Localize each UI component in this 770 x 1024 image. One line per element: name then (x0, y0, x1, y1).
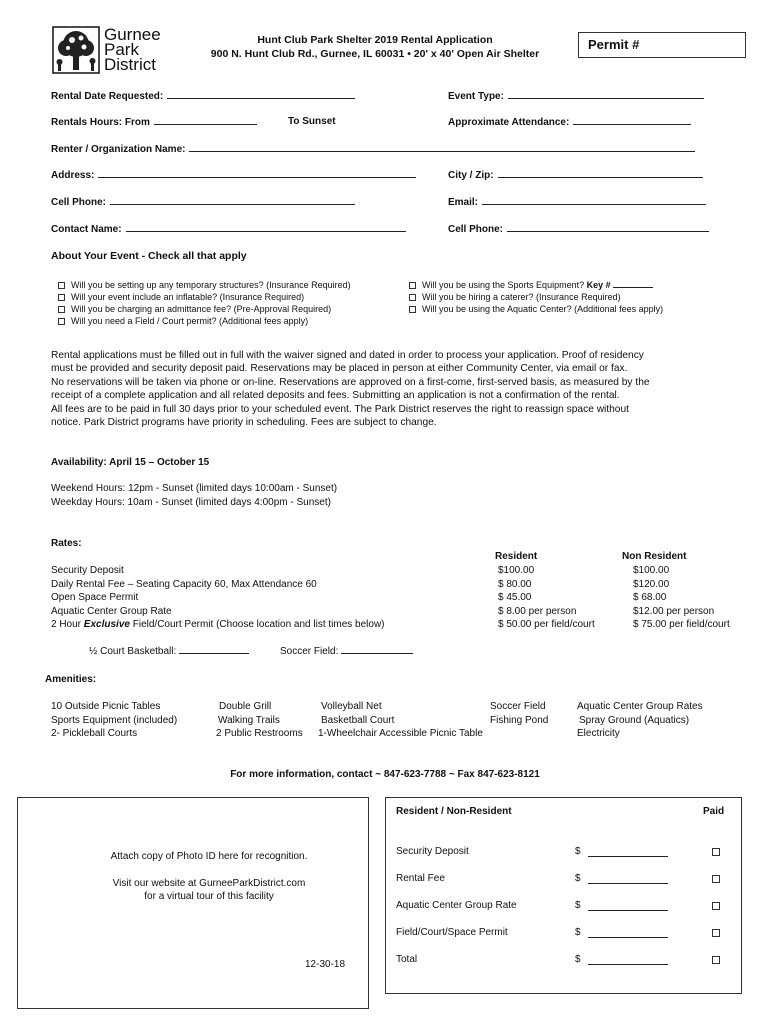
nonresident-rates: $100.00 $120.00 $ 68.00 $12.00 per person $ 75.00 per field/court (633, 565, 730, 630)
amenities-col-4: Soccer Field Fishing Pond (490, 701, 549, 726)
attendance-field[interactable]: Approximate Attendance: (448, 116, 691, 128)
tree-logo-icon (52, 26, 100, 74)
rental-hours-field[interactable]: Rentals Hours: From (51, 116, 257, 128)
amenities-col-5: Aquatic Center Group Rates Spray Ground (Aquatics) Electricity (577, 701, 703, 739)
security-deposit-amount[interactable] (588, 848, 668, 857)
about-heading: About Your Event - Check all that apply (51, 250, 247, 262)
checkbox-caterer[interactable]: Will you be hiring a caterer? (Insurance Required) (409, 292, 621, 302)
weekday-hours: Weekday Hours: 10am - Sunset (limited days 4:00pm - Sunset) (51, 497, 331, 508)
checkbox-admittance-fee[interactable]: Will you be charging an admittance fee? (Pre-Approval Required) (58, 304, 331, 314)
checkbox-icon (409, 306, 416, 313)
fee-row-permit: Field/Court/Space Permit (396, 927, 508, 938)
rental-fee-paid-checkbox[interactable] (712, 875, 720, 883)
cell-phone-2-field[interactable]: Cell Phone: (448, 223, 709, 235)
currency-symbol: $ (575, 873, 581, 884)
amenities-heading: Amenities: (45, 674, 97, 685)
security-deposit-paid-checkbox[interactable] (712, 848, 720, 856)
cell-phone-field[interactable]: Cell Phone: (51, 196, 355, 208)
checkbox-aquatic-center[interactable]: Will you be using the Aquatic Center? (Additional fees apply) (409, 304, 663, 314)
rates-heading: Rates: (51, 538, 82, 549)
paid-header: Paid (703, 806, 725, 817)
policy-paragraph: Rental applications must be filled out in full with the waiver signed and dated in order to process your application. Proof of residency must be provided and security deposit paid. Reservations may be placed in person at either Community Center, via email or fax. No reservations will be taken via phone or on-line. Reservations are approved on a first-come, first-served basis, as measured by the receipt of a complete application and all related deposits and fees. Submitting an application is not a confirmation of the rental. All fees are to be paid in full 30 days prior to your scheduled event. The Park District reserves the right to reassign space without notice. Park District programs have priority in scheduling. Fees are subject to change. (51, 350, 650, 429)
weekend-hours: Weekend Hours: 12pm - Sunset (limited days 10:00am - Sunset) (51, 483, 338, 494)
rate-labels: Security Deposit Daily Rental Fee – Seating Capacity 60, Max Attendance 60 Open Space Permit Aquatic Center Group Rate 2 Hour Exclusive Field/Court Permit (Choose location and list times below) (51, 565, 385, 630)
fee-box-heading: Resident / Non-Resident (396, 806, 512, 817)
rental-date-field[interactable]: Rental Date Requested: (51, 90, 355, 102)
park-district-logo (52, 26, 164, 76)
currency-symbol: $ (575, 954, 581, 965)
event-type-field[interactable]: Event Type: (448, 90, 704, 102)
resident-rates: $100.00 $ 80.00 $ 45.00 $ 8.00 per person $ 50.00 per field/court (498, 565, 595, 630)
city-zip-field[interactable]: City / Zip: (448, 169, 703, 181)
currency-symbol: $ (575, 846, 581, 857)
permit-label: Permit # (588, 37, 640, 52)
half-court-field[interactable]: ½ Court Basketball: (89, 645, 249, 657)
rental-fee-amount[interactable] (588, 875, 668, 884)
total-amount[interactable] (588, 956, 668, 965)
fee-payment-box (385, 797, 742, 994)
form-title: Hunt Club Park Shelter 2019 Rental Application (257, 34, 493, 46)
checkbox-temp-structures[interactable]: Will you be setting up any temporary structures? (Insurance Required) (58, 280, 351, 290)
fee-row-security-deposit: Security Deposit (396, 846, 469, 857)
checkbox-icon (58, 306, 65, 313)
permit-paid-checkbox[interactable] (712, 929, 720, 937)
revision-date: 12-30-18 (305, 959, 346, 970)
checkbox-icon (409, 282, 416, 289)
address-field[interactable]: Address: (51, 169, 416, 181)
virtual-tour-text: for a virtual tour of this facility (144, 891, 274, 902)
renter-name-field[interactable]: Renter / Organization Name: (51, 143, 695, 155)
email-field[interactable]: Email: (448, 196, 706, 208)
total-paid-checkbox[interactable] (712, 956, 720, 964)
fee-row-total: Total (396, 954, 418, 965)
to-sunset-label: To Sunset (288, 116, 336, 127)
logo-wordmark: Gurnee Park District (104, 25, 161, 74)
checkbox-sports-equipment[interactable]: Will you be using the Sports Equipment? Key # (409, 280, 653, 290)
checkbox-field-permit[interactable]: Will you need a Field / Court permit? (Additional fees apply) (58, 316, 308, 326)
amenities-col-3: Volleyball Net Basketball Court 1-Wheelchair Accessible Picnic Table (318, 701, 483, 739)
permit-amount[interactable] (588, 929, 668, 938)
website-text: Visit our website at GurneeParkDistrict.com (112, 878, 306, 889)
contact-name-field[interactable]: Contact Name: (51, 223, 406, 235)
checkbox-icon (58, 282, 65, 289)
form-subtitle: 900 N. Hunt Club Rd., Gurnee, IL 60031 • 20' x 40' Open Air Shelter (210, 48, 540, 60)
aquatic-rate-paid-checkbox[interactable] (712, 902, 720, 910)
photo-id-text: Attach copy of Photo ID here for recognition. (110, 851, 308, 862)
permit-number-box[interactable] (578, 32, 746, 58)
fee-row-aquatic-rate: Aquatic Center Group Rate (396, 900, 517, 911)
checkbox-inflatable[interactable]: Will your event include an inflatable? (Insurance Required) (58, 292, 304, 302)
soccer-field-field[interactable]: Soccer Field: (280, 645, 413, 657)
checkbox-icon (409, 294, 416, 301)
amenities-col-2: Double Grill Walking Trails 2 Public Restrooms (216, 701, 303, 739)
currency-symbol: $ (575, 900, 581, 911)
checkbox-icon (58, 318, 65, 325)
checkbox-icon (58, 294, 65, 301)
fee-row-rental-fee: Rental Fee (396, 873, 445, 884)
photo-id-box (17, 797, 369, 1009)
amenities-col-1: 10 Outside Picnic Tables Sports Equipment (included) 2- Pickleball Courts (51, 701, 178, 739)
aquatic-rate-amount[interactable] (588, 902, 668, 911)
currency-symbol: $ (575, 927, 581, 938)
resident-header: Resident (495, 551, 538, 562)
contact-info: For more information, contact ~ 847-623-7788 ~ Fax 847-623-8121 (230, 769, 540, 780)
nonresident-header: Non Resident (622, 551, 687, 562)
availability-heading: Availability: April 15 – October 15 (51, 457, 210, 468)
